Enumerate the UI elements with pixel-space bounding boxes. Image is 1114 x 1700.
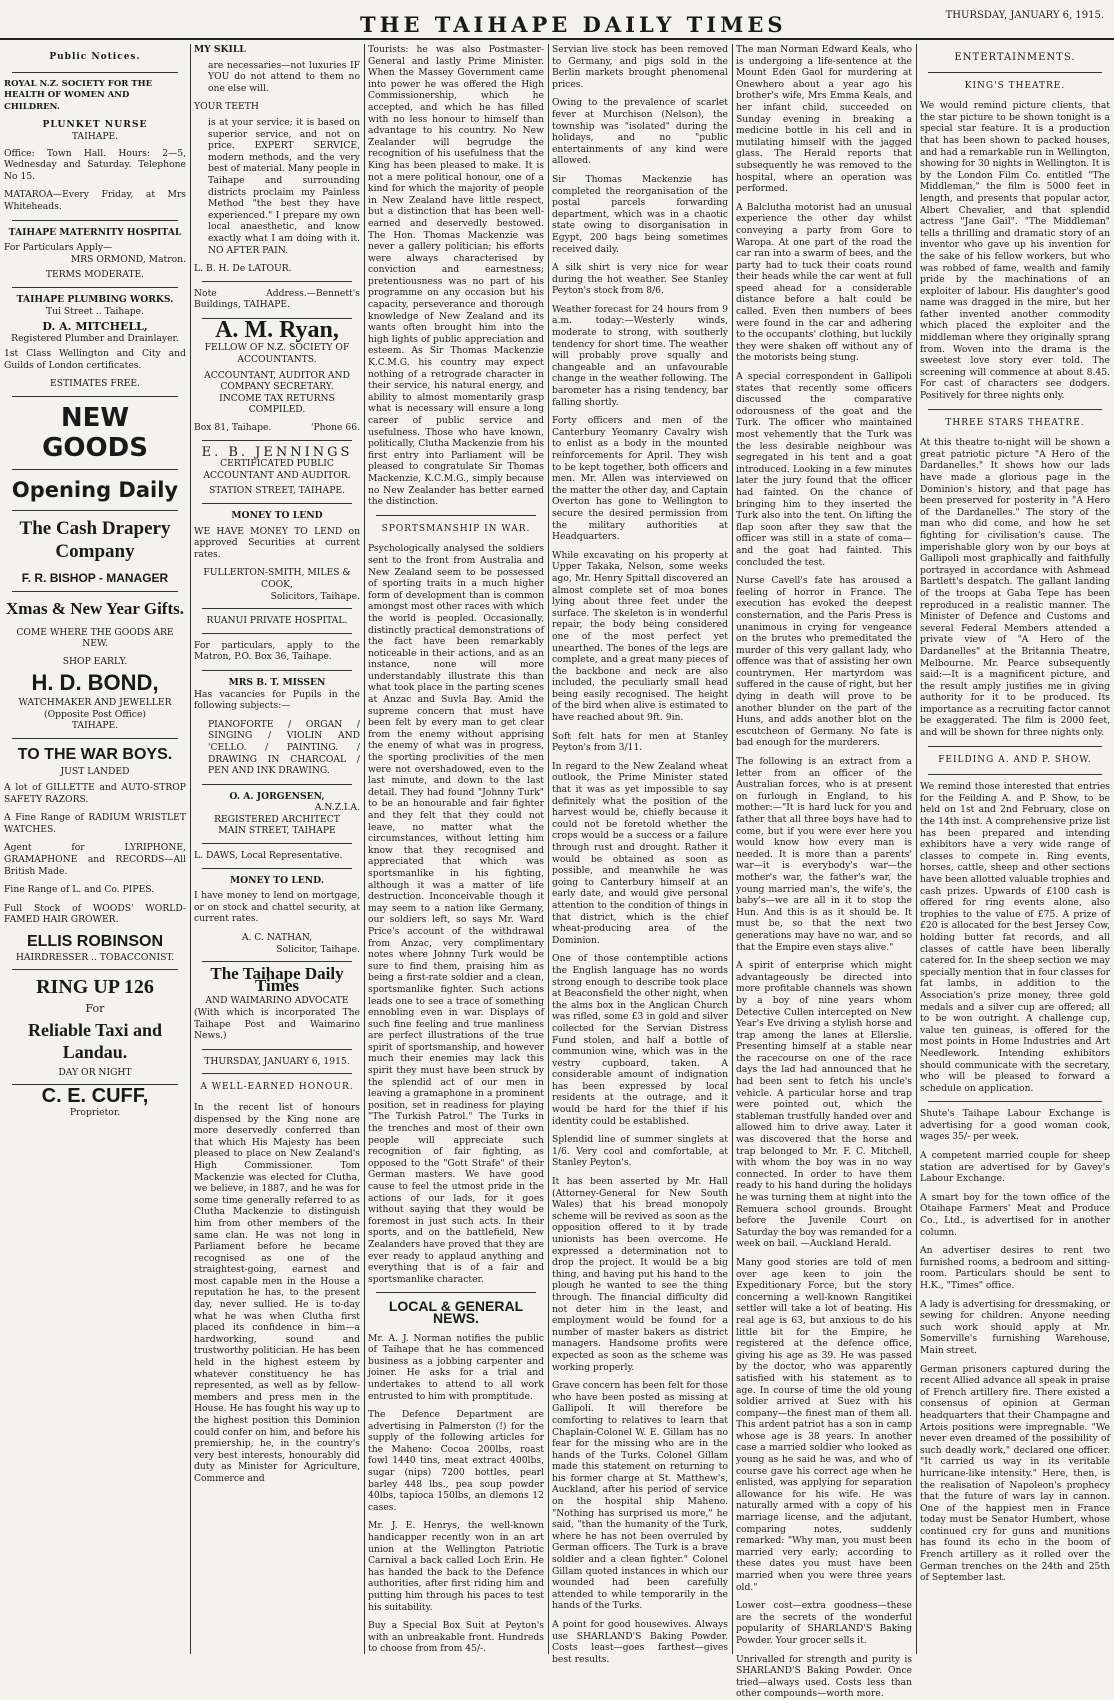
gillette-item: A lot of GILLETTE and AUTO-STROP SAFETY RAZORS. [4, 782, 186, 805]
kings-theatre-text: We would remind picture clients, that the star picture to be shown tonight is a special star feature. It is a production that has been shown to packed houses, and had a remarkable run in Wellington, showing for 30 nights in Wellington. It is by the London Film Co. entitled "The Middleman," the film is 5000 feet in length, and presents that popular actor, Albert Chevalier, and that splendid actress "Jane Gail". "The Middleman" tells a thrilling and dramatic story of an inventor who gave up his invention for the sake of his fellow workers, but who was robbed of fame, wealth and family pride by the machinations of an exploiter of labour. His daughter's good name was dragged in the mire, but her father invented another commodity which placed the exploiter and the middleman where they originally sprang from. Woven into the drama is the sweetest love story ever told. The screening will commence at about 8.45. For cast of characters see dodgers. Positively for three nights only. [920, 100, 1110, 402]
column-5-news [736, 44, 912, 1700]
come-where-text: COME WHERE THE GOODS ARE NEW. [16, 626, 174, 650]
nathan-solicitor: Solicitor, Taihape. [276, 943, 360, 955]
news-paragraph: One of those contemptible actions the English language has no words strong enough to describe took place at Beaconsfield the other night, when the alms box in the Anglican Church was rifled, some £3 in gold and silver collected for the Servian Distress Fund stolen, and half a bottle of communion wine, which was in the vestry cupboard, taken. A considerable amount of indignation has been expressed by local residents at the outrage, and it would be hard for the thief if his identity could be established. [552, 953, 728, 1127]
ryan-fellow: FELLOW OF N.Z. SOCIETY OF ACCOUNTANTS. [204, 342, 350, 366]
jennings-name: E. B. JENNINGS [201, 444, 353, 460]
column-divider [916, 44, 917, 1654]
article-paragraph: Buy a Special Box Suit at Peyton's with an unbreakable front. Hundreds to choose from from 45/-. [368, 1620, 544, 1655]
news-paragraph: A spirit of enterprise which might advantageously be directed into more profitable channels was shown by a boy of nine years whom Detective Cullen intercepted on New Year's Eve driving a stylish horse and trap among the lanes at Ellerslie. Presenting himself at a stable near the racecourse on one of the race days the lad had announced that he had been sent to fetch his uncle's vehicle. A particular horse and trap were pointed out, which the stableman trustfully handed over and allowed him to drive away. Later it was discovered that the horse and trap belonged to Mr. F. C. Mitchell, with whom the boy was in no way connected. In order to have them ready to his hand during the holidays he was turning them at night into the Remuera school grounds. Brought before the Juvenile Court on Saturday the boy was remanded for a week on bail. —Auckland Herald. [736, 960, 912, 1250]
pipes-item: Fine Range of L. and Co. PIPES. [4, 884, 155, 896]
waimarino-advocate: AND WAIMARINO ADVOCATE [205, 995, 349, 1007]
skill-text: are necessaries—not luxuries IF YOU do not attend to them no one else will. [208, 59, 360, 94]
just-landed: JUST LANDED [60, 766, 130, 778]
daws-rep: L. DAWS, Local Representative. [194, 850, 343, 862]
jorgensen-name: O. A. JORGENSEN, [229, 790, 325, 802]
news-paragraph: Splendid line of summer singlets at 1/6. Very cool and comfortable, at Stanley Peyton's. [552, 1134, 728, 1169]
woods-item: Full Stock of WOODS' WORLD-FAMED HAIR GROWER. [4, 902, 186, 926]
news-paragraph: Soft felt hats for men at Stanley Peyton's from 3/11. [552, 730, 728, 754]
three-stars-text: At this theatre to-night will be shown a great patriotic picture "A Hero of the Dardanelles." It shows how our lads have made a glorious page in the Dominion's history, and that page has been preserved for posterity in "A Hero of the Dardanelles." The story of the man who did come, and how he set fighting for civilisation's cause. The imperishable glory won by our boys at Gallipoli most graphically and faithfully portrayed in accordance with Ashmead Bartlett's despatch. The gallant landing of the troops at Gaba Tepe has been reproduced in a realistic manner. The Minister of Defence and Customs and several Federal Members attended a private view of "A Hero of the Dardanelles" at the Britannia Theatre, Melbourne. Mr. Pearce subsequently said:—It is a magnificent picture, and the result amply justifies me in giving authority for it to be produced. Its importance as a recruiting factor cannot be exaggerated. The film is 2000 feet, and will be shown for three nights only. [920, 437, 1110, 739]
article-paragraph: Mr. J. E. Henrys, the well-known handicapper recently won in an art union at the Wellington Patriotic Carnival a back called Loch Erin. He has handed the back to the Defence authorities, after first riding him and putting him through his paces to test his suitability. [368, 1520, 544, 1613]
news-paragraph: Forty officers and men of the Canterbury Yeomanry Cavalry wish to enlist as a body in the mounted reinforcements for April. They wish to be kept together, both officers and men. Mr. Allen was interviewed on the matter the other day, and Captain Overton has gone to Wellington to secure the desired permission from the military authorities at Headquarters. [552, 415, 728, 543]
news-paragraph: A smart boy for the town office of the Otaihape Farmers' Meat and Produce Co., Ltd., is advertised for in another column. [920, 1191, 1110, 1238]
missen-name: MRS B. T. MISSEN [228, 676, 326, 688]
editorial-date: THURSDAY, JANUARY 6, 1915. [204, 1055, 350, 1067]
xmas-gifts-ad: Xmas & New Year Gifts. [6, 598, 184, 618]
ruanui-text: For particulars, apply to the Matron, P.O. Box 36, Taihape. [194, 639, 360, 663]
news-paragraph: Grave concern has been felt for those who have been posted as missing at Gallipoli. It will therefore be comforting to relatives to learn that Chaplain-Colonel W. E. Gillam has no fear for the missing who are in the hands of the Turks. Colonel Gillam made this statement on returning to his former charge at St. Matthew's, Auckland, after his period of service on the hospital ship Maheno. "Nothing has surprised us more," he said, "than the humanity of the Turk, where he has not been overruled by German officers. The Turk is a brave soldier and a clean fighter." Colonel Gillam quoted instances in which our wounded had been carefully attended to while temporarily in the hands of the Turks. [552, 1380, 728, 1612]
maternity-hospital-heading: TAIHAPE MATERNITY HOSPITAL [8, 226, 182, 238]
missen-subjects: PIANOFORTE / ORGAN / SINGING / VIOLIN AND 'CELLO. / PAINTING. / DRAWING IN CHARCOAL / PEN AND INK DRAWING. [208, 718, 360, 777]
news-paragraph: The following is an extract from a letter from an officer of the Australian forces, who is at present on furlough in England, to his mother:—"It is hard luck for you and father that all three boys have had to come, but if you were ever here you would know how every man is needed. It is more than a parents' war—it is everybody's war—the mother's war, the father's war, the young married man's, the wife's, the baby's—we are all in it to stop the Hun. And this is as it should be. It must be, so that the next two generations may have no war, and so that the Empire even stays alive." [736, 756, 912, 953]
column-3-editorial [368, 44, 544, 1654]
solicitors-text: Solicitors, Taihape. [270, 590, 360, 602]
column-6-entertainments [920, 44, 1110, 1654]
teeth-text: is at your service; it is based on superior service, and not on price. EXPERT SERVICE, modern methods, and the very best of material. Many people in Taihape and surrounding districts proclaim my Painless Method "the best they have experienced." I prepare my own local anaesthetic, and know exactly what I am doing with it. NO AFTER PAIN. [208, 116, 360, 256]
my-skill-heading: MY SKILL [194, 44, 246, 55]
watchmaker-text: WATCHMAKER AND JEWELLER [18, 697, 172, 709]
news-paragraph: Lower cost—extra goodness—these are the secrets of the wonderful popularity of SHARLAND'S Baking Powder. Your grocer sells it. [736, 1600, 912, 1646]
nathan-name: A. C. NATHAN, [241, 932, 313, 944]
cash-drapery-ad: The Cash Drapery Company [19, 518, 171, 563]
news-paragraph: Many good stories are told of men over age keen to join the Expeditionary Force, but the story concerning a well-known Rangitikei settler will take a lot of beating. His real age is 63, but anxious to do his little bit for the Empire, he registered at the defence office, giving his age as 39. He was passed by the doctor, who was apparently satisfied with his statement as to age. In course of time the old young soldier arrived at Suez with his company—the finest man of them all. This ardent patriot has a son in camp whose age is 38 years. In another case a married soldier who looked as young as he said he was, and who of course gave his correct age when he enlisted, was applying for separation allowance for his wife. He was naturally armed with a copy of his marriage license, and the adjutant, comparing notes, suddenly remarked: "Why man, you must been married very early; according to these dates you must have been married when you were three years old." [736, 1256, 912, 1593]
news-paragraph: German prisoners captured during the recent Allied advance all speak in praise of French artillery fire. There existed a consensus of opinion at German headquarters that their Champagne and Artois positions were impregnable. "We never even dreamed of the possibility of such deadly work," declared one officer. "It carried us way in its veritable hurricane-like intensity." Here, then, is the realisation of Napoleon's prophecy that the future of wars lay in cannon. One of the happiest men in France today must be Senator Humbert, whose continued cry for guns and munitions has found its echo in the boom of French artillery as it rolled over the German trenches on the 24th and 25th of September last. [920, 1363, 1110, 1584]
mitchell-name: D. A. MITCHELL, [42, 320, 148, 334]
proprietor-text: Proprietor. [69, 1106, 121, 1118]
ryan-accountant: ACCOUNTANT, AUDITOR AND COMPANY SECRETARY. [204, 369, 350, 393]
column-4-news [552, 44, 728, 1665]
column-2-advertisements [194, 44, 360, 1654]
column-divider [364, 44, 365, 1654]
paper-name: The Taihape Daily Times [210, 964, 344, 995]
local-general-heading: LOCAL & GENERAL NEWS. [388, 1298, 524, 1326]
issue-date: THURSDAY, JANUARY 6, 1915. [945, 10, 1104, 21]
news-paragraph: A point for good housewives. Always use SHARLAND'S Baking Powder. Costs least—goes farthest—gives best results. [552, 1619, 728, 1665]
delatour-name: L. B. H. De LATOUR. [194, 263, 292, 275]
money-text: WE HAVE MONEY TO LEND on approved Securities at current rates. [194, 525, 360, 560]
ellis-robinson: ELLIS ROBINSON [26, 932, 163, 950]
news-paragraph: A special correspondent in Gallipoli states that recently some officers discussed the comparative odorousness of the goat and the Turk. The officer who maintained most vehemently that the Turk was the less desirable neighbour was segregated in his tent and a goat introduced. Looking in a few minutes later the jury found that the officer had fainted. On the chance of bringing him to they inserted the Turk also into the tent. On lifting the flap soon after they saw that the officer was still in a state of coma—and the goat had fainted. This concluded the test. [736, 371, 912, 568]
newspaper-title: THE TAIHAPE DAILY TIMES [360, 12, 787, 37]
for-text: For [85, 1002, 105, 1016]
money-to-lend-heading: MONEY TO LEND [231, 510, 323, 521]
money-to-lend-heading-2: MONEY TO LEND. [229, 874, 325, 886]
news-paragraph: Unrivalled for strength and purity is SHARLAND'S Baking Powder. Once tried—always used. Costs less than other compounds—worth more. [736, 1653, 912, 1700]
news-paragraph: Weather forecast for 24 hours from 9 a.m. today:—Westerly winds, moderate to strong, with southerly tendency for short time. The weather will probably prove squally and changeable and an unfavourable change in the weather following. The barometer has a rising tendency, bar falling shortly. [552, 303, 728, 408]
plunket-nurse-heading: PLUNKET NURSE [42, 119, 148, 131]
jennings-subtitle: CERTIFICATED PUBLIC ACCOUNTANT AND AUDITOR. [203, 458, 351, 481]
fullerton-smith: FULLERTON-SMITH, MILES & COOK, [203, 567, 351, 590]
column-1-advertisements [4, 44, 186, 1654]
news-paragraph: Shute's Taihape Labour Exchange is advertising for a good woman cook, wages 35/- per week. [920, 1108, 1110, 1143]
news-paragraph: While excavating on his property at Upper Takaka, Nelson, some weeks ago, Mr. Henry Spittall discovered an almost complete set of moa bones lying about three feet under the surface. The skeleton is in wonderful repair, the body being considered one of the most perfect yet unearthed. The bones of the legs are complete, and a great many pieces of the backbone and neck are also included, the peculiarly small head being easily recognised. The height of the bird when alive is estimated to have reached about 9ft. 9in. [552, 549, 728, 724]
particulars-text: For Particulars Apply— [4, 242, 113, 254]
architect-text: REGISTERED ARCHITECT [214, 813, 340, 825]
ryan-phone: 'Phone 66. [310, 422, 360, 434]
station-street: STATION STREET, TAIHAPE. [208, 485, 345, 497]
mataroa-notice: MATAROA—Every Friday, at Mrs Whiteheads. [4, 189, 186, 212]
article-paragraph: Psychologically analysed the soldiers sent to the front from Australia and New Zealand seem to be possessed of sporting traits in a much higher form of development than is common amongst most other races with which the world is peopled. Occasionally, distinctly practical demonstrations of the fact have been remarkably noticeable in their actions, and as an instance, none will more understandably illustrate this than what took place in the parting scenes at Anzac and Suvla Bay. Amid the supreme concern that must have been felt by every man to get clear from the enemy without apprising the enemy of what was in progress, the sporting proclivities of the men were not overshadowed, even to the last minute, and down to the last detail. They had found "Johnny Turk" to be an honourable and fair fighter and they felt that they could not leave, no matter what the circumstances, without letting him know that they recognised and appreciated that which was sportsmanlike in his fighting, although it was a matter of life destruction. Inconceivable though it may seem to a nation like Germany, our soldiers left, so says Mr. Ward Price's account of the withdrawal from Anzac, very complimentary notes where Johnny Turk would be sure to find them, praising him as being a first-rate soldier and a clean, sportsmanlike fighter. Such actions leads one to see a trace of something ennobling even in war. Displays of such fine feeling and true manliness are perfect illustrations of the true spirit of sportsmanship, and however much their enemies may lack this spirit they must have been struck by the splendid act of our men in leaving a gramaphone in a prominent position, set in readiness for playing "The Turkish Patrol." The Turks in the trenches and most of their own people will appreciate such recognition of fair fighting, as opposed to the "Gott Strafe" of their German masters. We have good cause to feel the utmost pride in the actions of our lads, for it goes without saying that they would be foremost in just such acts. In their sports, and on the battlefield, New Zealanders have proved that they are ever ready to applaud anything and everything that is of a fair and sportsmanlike character. [368, 543, 544, 1285]
lyriphone-item: Agent for LYRIPHONE, GRAMAPHONE and RECORDS—All British Made. [4, 842, 186, 877]
news-paragraph: A Balclutha motorist had an unusual experience the other day whilst conveying a party from Gore to Waropa. At one part of the road the car ran into a swarm of bees, and the party had to tuck their coats round their heads while the car went at full speed ahead for a considerable distance before a halt could be called. Even then numbers of bees were found in the car and adhering to the occupants' clothing, but luckily they were shaken off without any of the motorists being stung. [736, 201, 912, 364]
news-paragraph: It has been asserted by Mr. Hall (Attorney-General for New South Wales) that his bread monopoly scheme will be revived as soon as the opposition offered to it by trade unionists has been overcome. He expressed a determination not to drop the project. It would be a big thing, and having put his hand to the plough he wanted to see the thing through. The financial difficulty did not deter him in the least, and employment would be found for a number of master bakers as district managers. Handsome profits were expected as soon as the scheme was working properly. [552, 1176, 728, 1373]
ring-up-ad: RING UP 126 [36, 976, 154, 999]
incorporated-text: (With which is incorporated The Taihape Post and Waimarino News.) [194, 1007, 360, 1042]
column-divider [548, 44, 549, 1654]
plumbing-works-heading: TAIHAPE PLUMBING WORKS. [16, 293, 174, 305]
honour-heading: A WELL-EARNED HONOUR. [200, 1082, 354, 1093]
ryan-box: Box 81, Taihape. [194, 422, 272, 434]
kings-theatre-heading: KING'S THEATRE. [964, 80, 1066, 91]
news-paragraph: A lady is advertising for dressmaking, or sewing for children. Anyone needing such work should apply at Mr. Somerville's furnishing Warehouse, Main street. [920, 1298, 1110, 1356]
anzia: A.N.Z.I.A. [314, 802, 360, 814]
news-paragraph: In regard to the New Zealand wheat outlook, the Prime Minister stated that it was as yet impossible to say definitely what the position of the harvest would be, chiefly because it could not be foretold whether the crops would be a success or a failure through rust and drought. Rather it would be obtained as soon as possible, and meanwhile he was going to Canterbury himself at an early date, and would give personal attention to the condition of things in that district, which is the chief wheat-producing area of the Dominion. [552, 760, 728, 946]
bond-name: H. D. BOND, [31, 670, 159, 696]
office-hours: Office: Town Hall. Hours: 2—5, Wednesday and Saturday. Telephone No 15. [4, 147, 186, 182]
income-tax: INCOME TAX RETURNS COMPILED. [219, 392, 335, 416]
war-boys-heading: TO THE WAR BOYS. [17, 745, 173, 763]
shop-early-text: SHOP EARLY. [62, 655, 128, 667]
hairdresser-text: HAIRDRESSER .. TOBACCONIST. [15, 951, 175, 963]
main-street-text: MAIN STREET, TAIHAPE [218, 825, 336, 837]
article-paragraph: The Defence Department are advertising in Palmerston (!) for the supply of the following articles for the Maheno: Cocoa 200lbs, roast fowl 1440 tins, meat extract 400lbs, sugar (nips) 7200 bottles, pearl barley 448 lbs., pea soup powder 40lbs, tapioca 150lbs, an dlemons 12 cases. [368, 1409, 544, 1513]
your-teeth-heading: YOUR TEETH [194, 101, 259, 113]
cuff-name: C. E. CUFF, [41, 1085, 149, 1108]
article-paragraph: Tourists: he was also Postmaster-General and lastly Prime Minister. When the Massey Government came into power he was offered the High Commissionership, which he accepted, and which he has filled with no less honour to himself than advantage to his country. No New Zealander will begrudge the recognition of his usefulness that the King has been pleased to make. It is not a mere political honour, one of a kind for which the majority of people in New Zealand have little respect, but a distinction that has been well-earned and deservedly bestowed. The Hon. Thomas Mackenzie was never a gallery politician; his efforts were always characterised by conviction and earnestness; pretentiousness was no part of his programme on any occasion but his capacity, perseverance and thorough knowledge of New Zealand and its wants often brought him into the high lights of public appreciation and esteem. As Sir Thomas Mackenzie K.C.M.G. his country may expect nothing of a retrograde character in their service, his natural energy, and ability to almost momentarily grasp what is necessary will ensure a long career of public service and usefulness. Those who have known, politically, Clutha Mackenzie from his first entry into Parliament will be pleased to congratulate Sir Thomas Mackenzie, K.C.M.G., simply because no New Zealander has better earned the distinction. [368, 44, 544, 508]
news-paragraph: Nurse Cavell's fate has aroused a feeling of horror in France. The execution has evoked the deepest consternation, and the Paris Press is unanimous in crying for vengeance on the brutes who premeditated the murder of this very gallant lady, who offence was that of assisting her own countrymen. Her martyrdom was suffered in the cause of right, but her dying in death will prove to be another blunder on the part of the Huns, and adds another blot on the escutcheon of Germany. No fate is bad enough for the murderers. [736, 575, 912, 749]
bishop-manager: F. R. BISHOP - MANAGER [21, 571, 169, 586]
column-divider [190, 44, 191, 1654]
masthead [0, 0, 1114, 40]
plunket-town: TAIHAPE. [71, 130, 119, 142]
opposite-post-office: (Opposite Post Office) [44, 708, 146, 720]
honour-text: In the recent list of honours dispensed by the King none are more deservedly conferred than that which His Majesty has been pleased to place on New Zealand's High Commissioner. Tom Mackenzie was elected for Clutha, we believe, in 1887, and he was for some time generally referred to as Clutha Mackenzie to distinguish him from other members of the same clan. He was not long in Parliament before he became recognised as one of the straightest-going, earnest and most capable men in the House a reputation he has, to the present day, never sullied. He is to-day what he was when Clutha first placed its confidence in him—a hardworking, sound and trustworthy politician. He has been held in the highest esteem by whatever constituency he has represented, as well as by fellow-members and press men in the House. He has fought his way up to the highest position this Dominion could confer on him, and before his premiership, he, in the country's very best interests, honourably did duty as Minister for Agriculture, Commerce and [194, 1101, 360, 1484]
estimates-free: ESTIMATES FREE. [50, 378, 140, 390]
article-paragraph: Mr. A. J. Norman notifies the public of Taihape that he has commenced business as a jobbing carpenter and joiner. He asks for a trial and undertakes to attend to all work entrusted to him with promptitude. [368, 1332, 544, 1402]
certificates-text: 1st Class Wellington and City and Guilds of London certificates. [4, 348, 186, 371]
three-stars-heading: THREE STARS THEATRE. [945, 417, 1085, 428]
new-goods-ad: NEW GOODS [42, 403, 148, 464]
news-paragraph: The man Norman Edward Keals, who is undergoing a life-sentence at the Mount Eden Gaol for murdering at Onewhero about a year ago his brother's wife, Mrs Emma Keals, and her infant child, succeeded on Sunday evening in breaking a medicine bottle in his cell and in mutilating himself with the jagged glass. The Herald reports that subsequently he was removed to the hospital, where an operation was performed. [736, 44, 912, 195]
note-address: Note Address.—Bennett's Buildings, TAIHAPE. [194, 287, 360, 311]
ruanui-heading: RUANUI PRIVATE HOSPITAL. [206, 615, 348, 627]
terms-moderate: TERMS MODERATE. [45, 269, 145, 281]
news-paragraph: Owing to the prevalence of scarlet fever at Murchison (Nelson), the township was "isolated" during the holidays, and no "public entertainments of any kind were allowed. [552, 97, 728, 167]
royal-society-notice: ROYAL N.Z. SOCIETY FOR THE HEALTH OF WOMEN AND CHILDREN. [4, 78, 153, 112]
bond-town: TAIHAPE. [71, 720, 119, 732]
feilding-show-heading: FEILDING A. AND P. SHOW. [938, 754, 1092, 765]
matron-name: MRS ORMOND, Matron. [70, 253, 186, 265]
radium-item: A Fine Range of RADIUM WRISTLET WATCHES. [4, 812, 186, 835]
mitchell-subtitle: Registered Plumber and Drainlayer. [11, 332, 179, 344]
news-paragraph: An advertiser desires to rent two furnished rooms, a bedroom and sitting-room. Particulars should be sent to H.K., "Times" office. [920, 1245, 1110, 1291]
ryan-name: A. M. Ryan, [215, 316, 339, 343]
tui-street: Tui Street .. Taihape. [46, 305, 144, 317]
nathan-text: I have money to lend on mortgage, or on stock and chattel security, at current rates. [194, 890, 360, 925]
day-or-night: DAY OR NIGHT [58, 1066, 132, 1078]
public-notices-heading: Public Notices. [49, 52, 141, 62]
news-paragraph: A silk shirt is very nice for wear during the hot weather. See Stanley Peyton's stock from 8/6. [552, 262, 728, 297]
feilding-show-text: We remind those interested that entries for the Feilding A. and P. Show, to be held on 1st and 2nd February, close on the 14th inst. A comprehensive prize list has been prepared and intending exhibitors have a very wide range of classes to compete in. Ring events, horses, cattle, sheep and other sections have been allotted valuable trophies and cash prizes. Upwards of £100 cash is offered for ring events alone, also trophies to the value of £75. A prize of £20 is allocated for the best Jersey Cow, holding butter fat records, and all classes of cattle have been liberally catered for. In the sheep section we may specially mention that in four classes for fat lambs, in addition to the Association's prize money, three gold medals and a silver cup are offered; all to be won outright. A challenge cup, value ten guineas, is offered for the most points in Home Industries and Art Needlework. Intending exhibitors should communicate with the secretary, who will be pleased to forward a schedule on application. [920, 781, 1110, 1094]
news-paragraph: Servian live stock has been removed to Germany, and pigs sold in the Berlin markets brought phenomenal prices. [552, 44, 728, 90]
news-paragraph: Sir Thomas Mackenzie has completed the reorganisation of the postal parcels forwarding department, which was in a chaotic state owing to disorganisation in Egypt, 200 bags being sometimes received daily. [552, 173, 728, 255]
news-paragraph: A competent married couple for sheep station are advertised for by Gavey's Labour Exchange. [920, 1150, 1110, 1185]
reliable-taxi: Reliable Taxi and Landau. [27, 1019, 163, 1062]
sportsmanship-heading: SPORTSMANSHIP IN WAR. [381, 523, 531, 534]
column-divider [732, 44, 733, 1654]
opening-daily-ad: Opening Daily [11, 478, 179, 503]
missen-text: Has vacancies for Pupils in the following subjects:— [194, 688, 360, 712]
entertainments-heading: ENTERTAINMENTS. [954, 52, 1076, 63]
